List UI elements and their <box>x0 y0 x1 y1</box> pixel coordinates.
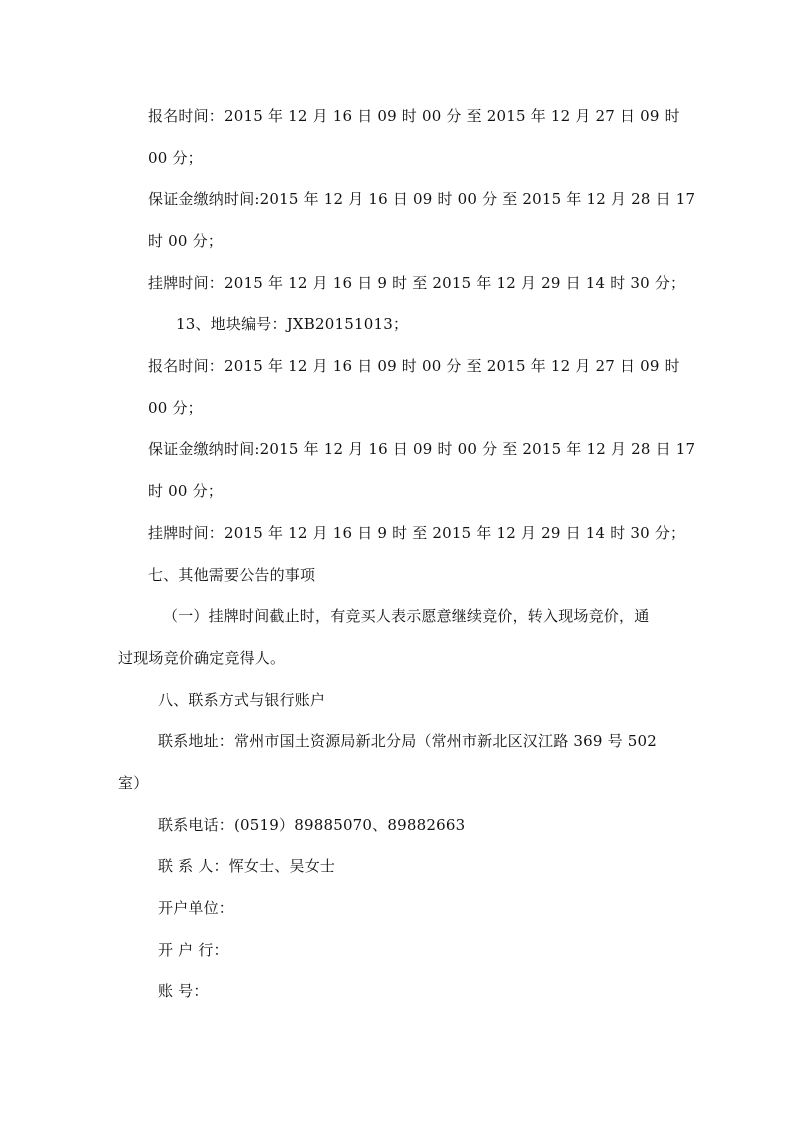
other-matters-item1-line1: （一）挂牌时间截止时，有竞买人表示愿意继续竞价，转入现场竞价，通 <box>163 607 650 625</box>
plot12-signup-time-line2: 00 分； <box>148 149 203 167</box>
plot12-listing-time: 挂牌时间：2015 年 12 月 16 日 9 时 至 2015 年 12 月 29 日 14 时 30 分； <box>148 274 686 292</box>
contact-phone: 联系电话：(0519）89885070、89882663 <box>158 816 466 834</box>
plot13-deposit-time-line2: 时 00 分； <box>148 482 224 500</box>
other-matters-heading: 七、其他需要公告的事项 <box>148 566 316 584</box>
plot13-signup-time-line2: 00 分； <box>148 399 203 417</box>
contact-heading: 八、联系方式与银行账户 <box>158 691 326 709</box>
plot13-listing-time: 挂牌时间：2015 年 12 月 16 日 9 时 至 2015 年 12 月 29 日 14 时 30 分； <box>148 524 686 542</box>
plot13-signup-time-line1: 报名时间：2015 年 12 月 16 日 09 时 00 分 至 2015 年 12 月 27 日 09 时 <box>148 357 680 375</box>
plot12-deposit-time-line2: 时 00 分； <box>148 232 224 250</box>
plot12-signup-time-line1: 报名时间：2015 年 12 月 16 日 09 时 00 分 至 2015 年 12 月 27 日 09 时 <box>148 107 680 125</box>
contact-address-line1: 联系地址：常州市国土资源局新北分局（常州市新北区汉江路 369 号 502 <box>158 732 657 750</box>
contact-address-line2: 室） <box>118 774 149 792</box>
bank-label: 开 户 行： <box>158 941 229 959</box>
account-unit-label: 开户单位： <box>158 899 235 917</box>
other-matters-item1-line2: 过现场竞价确定竞得人。 <box>118 649 286 667</box>
plot13-deposit-time-line1: 保证金缴纳时间:2015 年 12 月 16 日 09 时 00 分 至 2015 年 12 月 28 日 17 <box>148 440 696 458</box>
plot12-deposit-time-line1: 保证金缴纳时间:2015 年 12 月 16 日 09 时 00 分 至 2015 年 12 月 28 日 17 <box>148 190 696 208</box>
contact-person: 联 系 人：恽女士、吴女士 <box>158 857 336 875</box>
account-number-label: 账 号： <box>158 982 209 1000</box>
plot13-heading: 13、地块编号：JXB20151013； <box>176 315 409 333</box>
